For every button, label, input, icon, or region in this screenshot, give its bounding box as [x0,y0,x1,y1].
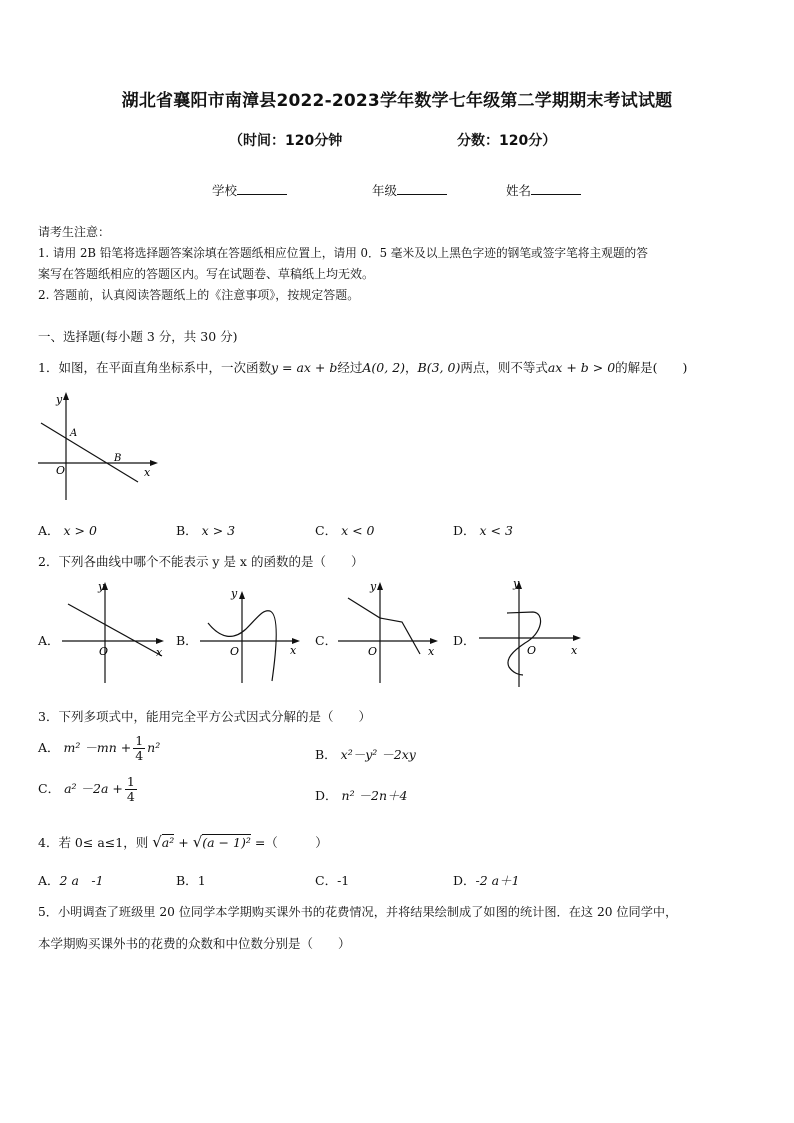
q2-d-y-label: y [513,577,520,590]
sqrt-icon: √ [152,833,162,851]
exam-title: 湖北省襄阳市南漳县2022-2023学年数学七年级第二学期期末考试试题 [121,91,673,111]
q4-option-c-label: C． [315,873,338,888]
q1-option-a-label: A． [38,523,60,538]
q3-a-denominator: 4 [135,748,144,763]
q4-option-b[interactable] [176,871,206,889]
grade-blank[interactable] [397,182,447,195]
q2-option-b-label[interactable]: B． [176,633,198,648]
q2-a-y-label: y [98,580,105,593]
q1-x-label: x [144,466,151,479]
q3-b-expr: x²－y² －2xy [340,747,416,762]
q1-function: y = ax + b [270,360,338,375]
q4-option-c-text: -1 [337,873,350,888]
q2-figure-a[interactable] [60,578,170,688]
q1-b-label: B [114,453,122,464]
q1-prefix: 1．如图，在平面直角坐标系中，一次函数 [38,360,271,375]
q3-option-d-label: D． [315,788,338,803]
q1-point-a: A(0, 2) [362,360,406,375]
q4-option-c[interactable] [315,871,349,889]
q1-point-b: B(3, 0) [417,360,461,375]
q3-d-expr: n² －2n＋4 [341,788,408,803]
question-5-line-2: 本学期购买课外书的花费的众数和中位数分别是（ ） [38,936,351,951]
school-label: 学校 [212,183,238,198]
q2-option-a-label[interactable]: A． [38,633,60,648]
q3-c-denominator: 4 [126,789,135,804]
q1-x-arrow [150,460,158,466]
section-1-heading: 一、选择题(每小题 3 分，共 30 分) [38,329,238,344]
q4-plus: + [178,835,189,850]
q1-inequality: ax + b > 0 [547,360,616,375]
q4-option-a[interactable] [38,871,104,889]
q1-option-c[interactable] [315,521,375,539]
q1-sep: ， [405,360,418,375]
q4-radicand-2: (a − 1)² [202,835,251,850]
q1-y-label: y [56,393,63,406]
q2-a-x-label: x [156,646,163,659]
notice-heading: 请考生注意： [38,225,111,239]
q2-b-origin-label: O [230,645,240,658]
school-blank[interactable] [237,182,287,195]
q1-y-arrow [63,392,69,400]
q3-a-numerator: 1 [135,733,144,748]
q4-option-b-text: 1 [197,873,206,888]
q3-option-d[interactable] [315,786,408,804]
q1-option-b-label: B． [176,523,198,538]
q1-a-label: A [70,428,78,439]
q3-option-c[interactable] [38,775,139,804]
q1-option-d-label: D． [453,523,476,538]
q3-c-fraction [125,775,137,804]
q2-c-y-label: y [370,580,377,593]
q1-option-b[interactable] [176,521,235,539]
q1-option-a[interactable] [38,521,97,539]
grade-label: 年级 [372,183,398,198]
q2-b-x-label: x [290,644,297,657]
q1-mid2: 两点，则不等式 [460,360,548,375]
q1-option-b-text: x > 3 [201,523,236,538]
q3-option-a-label: A． [38,740,60,755]
sqrt-icon: √ [192,833,203,851]
notice-line-1: 1. 请用 2B 铅笔将选择题答案涂填在答题纸相应位置上，请用 0．5 毫米及以上黑色字迹的钢笔或签字笔将主观题的答 [38,246,648,260]
q1-option-c-label: C． [315,523,338,538]
notice-line-3: 2. 答题前，认真阅读答题纸上的《注意事项》，按规定答题。 [38,288,360,302]
q2-b-y-label: y [231,587,238,600]
name-label: 姓名 [506,183,532,198]
q4-option-b-label: B． [176,873,198,888]
name-field [506,181,581,199]
q4-suffix: =（ ） [254,835,328,850]
question-3-text: 3．下列多项式中，能用完全平方公式因式分解的是（ ） [38,709,371,724]
exam-time: （时间：120分钟 [229,133,343,149]
question-5-line-1: 5．小明调查了班级里 20 位同学本学期购买课外书的花费情况，并将结果绘制成了如图的统计图．在这 20 位同学中， [38,905,678,919]
q3-option-b[interactable] [315,745,416,763]
q2-c-origin-label: O [368,645,378,658]
q1-origin-label: O [56,464,66,477]
q1-option-a-text: x > 0 [63,523,97,538]
grade-field [372,181,447,199]
notice-line-2: 案写在答题纸相应的答题区内。写在试题卷、草稿纸上均无效。 [38,267,375,281]
q4-option-d-label: D． [453,873,476,888]
q2-figure-b[interactable] [198,583,308,688]
q2-figure-c[interactable] [336,578,446,688]
q3-option-b-label: B． [315,747,337,762]
question-1-text [38,358,687,376]
q3-a-fraction [133,734,145,763]
q4-option-a-label: A． [38,873,60,888]
question-4-text [38,833,328,851]
q4-prefix: 4．若 0≤ a≤1，则 [38,835,149,850]
name-blank[interactable] [531,182,581,195]
q4-option-d[interactable] [453,871,520,889]
q2-d-x-label: x [571,644,578,657]
q2-d-origin-label: O [527,644,537,657]
q2-figure-d[interactable] [475,575,585,690]
q1-suffix: 的解是( ) [615,360,688,375]
q2-a-origin-label: O [99,645,109,658]
q3-a-expr-start: m² －mn + [63,740,132,755]
q3-option-c-label: C． [38,781,61,796]
q1-figure [36,390,166,505]
q3-c-numerator: 1 [126,774,135,789]
q1-option-d-text: x < 3 [479,523,513,538]
q1-option-d[interactable] [453,521,513,539]
q2-option-d-label[interactable]: D． [453,633,476,648]
q2-c-x-label: x [428,645,435,658]
q3-a-expr-end: n² [147,740,161,755]
q3-c-expr-start: a² －2a + [64,781,123,796]
q4-option-d-text: -2 a＋1 [475,873,520,888]
q2-option-c-label[interactable]: C． [315,633,338,648]
exam-score: 分数：120分） [457,133,557,149]
question-2-text: 2．下列各曲线中哪个不能表示 y 是 x 的函数的是（ ） [38,554,364,569]
q4-radicand-1: a² [161,835,175,850]
q1-mid1: 经过 [337,360,363,375]
q4-option-a-text: 2 a -1 [59,873,104,888]
q1-option-c-text: x < 0 [341,523,375,538]
school-field [212,181,287,199]
q3-option-a[interactable] [38,734,160,763]
